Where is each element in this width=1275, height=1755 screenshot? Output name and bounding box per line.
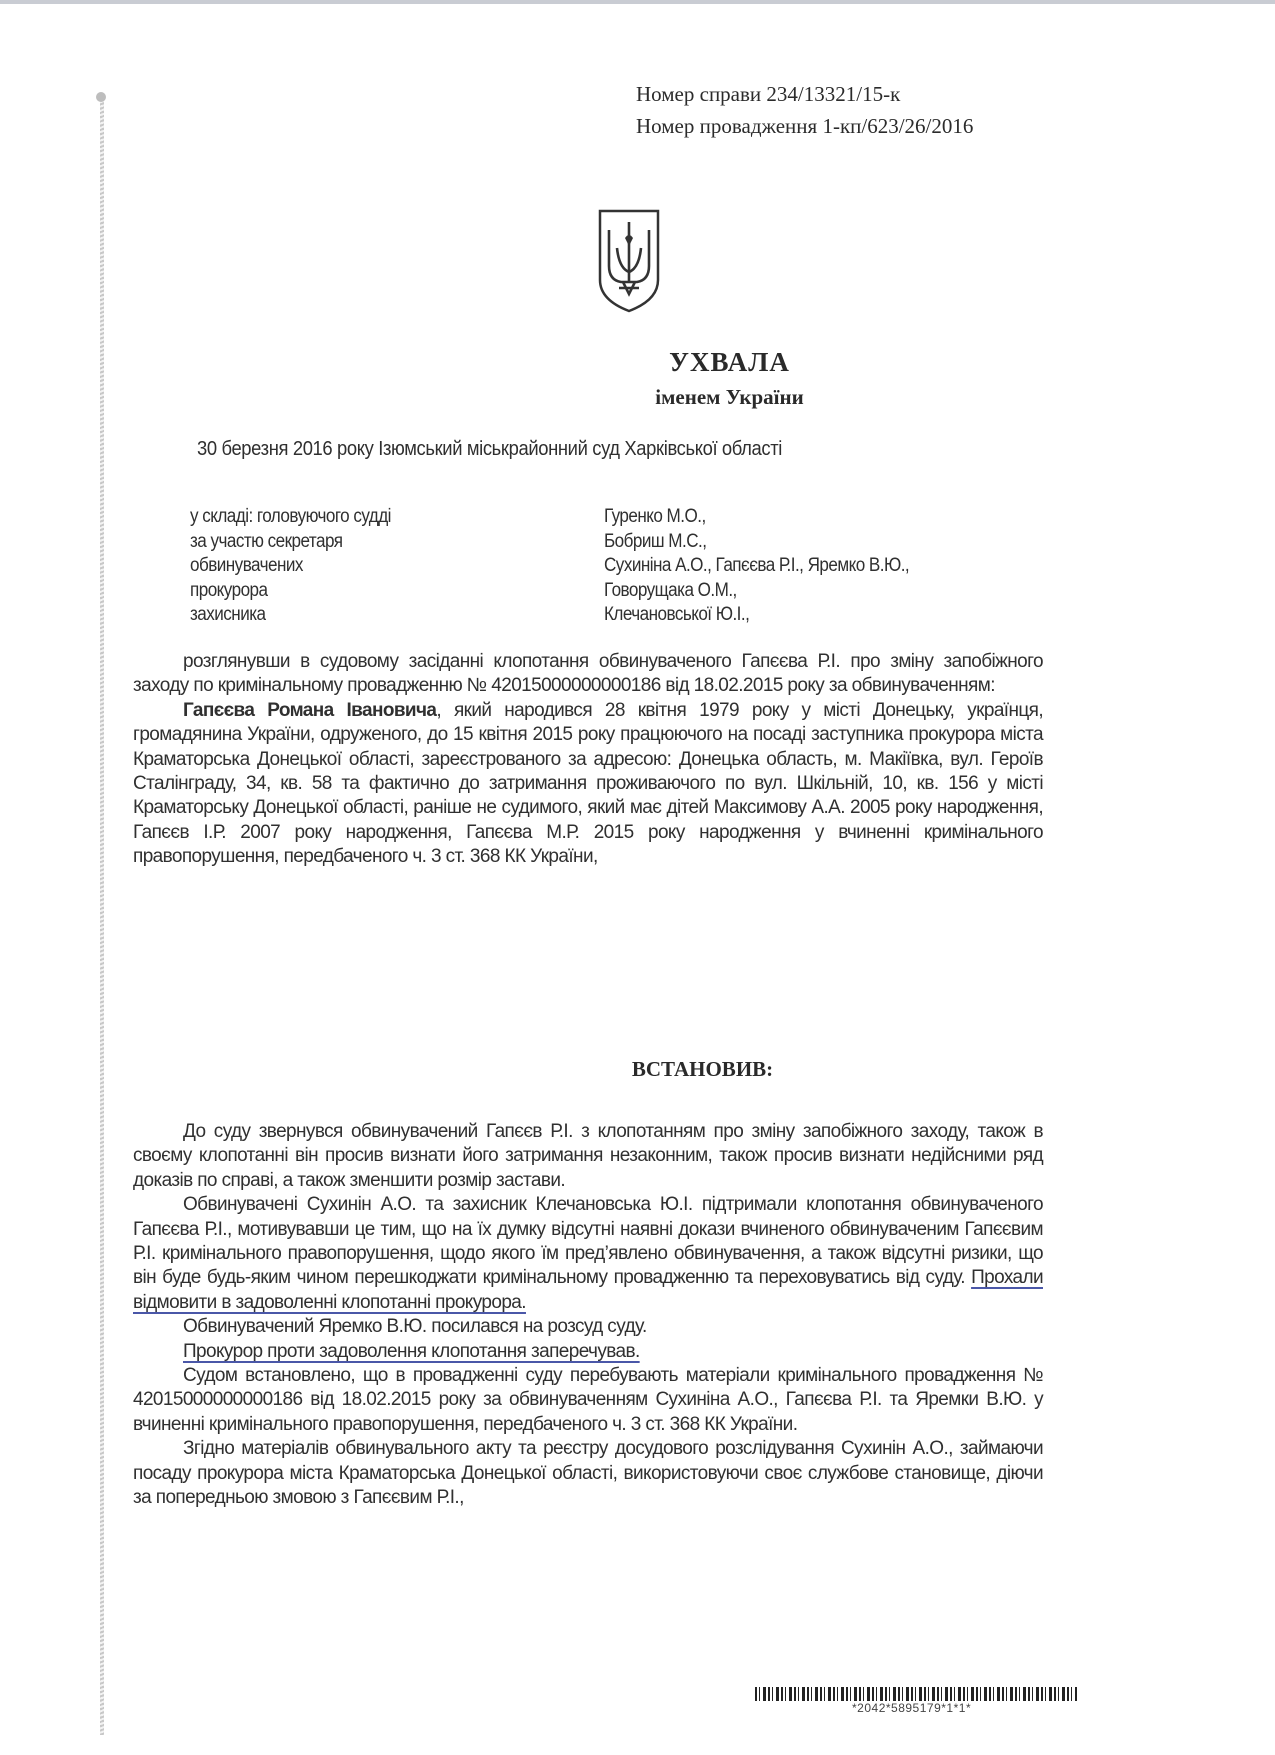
composition-row: обвинувачених Сухиніна А.О., Гапєєва Р.І., Яремко В.Ю., <box>190 555 910 576</box>
considered-paragraph: розглянувши в судовому засіданні клопотання обвинуваченого Гапєєва Р.І. про зміну запобіжного заходу по кримінальному провадженню № 42015000000000186 від 18.02.2015 року за обвинуваченням: <box>133 651 1043 697</box>
composition-row: за участю секретаря Бобриш М.С., <box>190 530 707 552</box>
established-heading: ВСТАНОВИВ: <box>631 1057 774 1081</box>
accused-name: Гапєєва Романа Івановича <box>183 699 437 721</box>
paragraph: Обвинувачені Сухинін А.О. та захисник Клечановська Ю.І. підтримали клопотання обвинуваченого Гапєєва Р.І., мотивувавши це тим, що на їх думку відсутні наявні докази вчиненого обвинуваченим Гапєєвим Р.І. кримінального правопорушення, щодо якого їм пред’явлено обвинувачення, а також відсутні ризики, що він буде будь-яким чином перешкоджати кримінальному провадженню та переховуватись від суду. Прохали відмовити в задоволенні клопотанні прокурора. <box>133 1194 1043 1313</box>
scan-edge-shadow <box>0 0 1275 4</box>
proceeding-number: Номер провадження 1-кп/623/26/2016 <box>636 114 974 138</box>
barcode-text: *2042*5895179*1*1* <box>852 1701 972 1715</box>
accused-paragraph <box>133 699 1043 870</box>
document-subtitle: іменем України <box>655 385 804 409</box>
case-meta <box>636 78 973 142</box>
accused-details: , який народився 28 квітня 1979 року у місті Донецьку, українця, громадянина України, одруженого, до 15 квітня 2015 року працюючого на посаді заступника прокурора міста Краматорська Донецької області, зареєстрованого за адресою: Донецька область, м. Макіївка, вул. Героїв Сталінграду, 34, кв. 58 та фактично до затримання проживаючого по вул. Шкільній, 10, кв. 156 у місті Краматорську Донецької області, раніше не судимого, який має дітей Максимову А.А. 2005 року народження, Гапєєв І.Р. 2007 року народження, Гапєєва М.Р. 2015 року народження у вчиненні кримінального правопорушення, передбаченого ч. 3 ст. 368 КК України, <box>133 699 1044 868</box>
dateline: 30 березня 2016 року Ізюмський міськрайонний суд Харківської області <box>197 438 782 460</box>
paragraph: До суду звернувся обвинувачений Гапєєв Р.І. з клопотанням про зміну запобіжного заходу, також в своєму клопотанні він просив визнати його затримання незаконним, також просив визнати недійсними ряд доказів по справі, а також зменшити розмір застави. <box>133 1121 1043 1191</box>
composition-row: прокурора Говорущака О.М., <box>190 579 737 601</box>
established-section <box>133 1120 1043 1511</box>
court-composition <box>190 505 1070 628</box>
composition-row: захисника Клечановської Ю.І., <box>190 604 750 625</box>
paragraph <box>133 1340 1043 1364</box>
document-title: УХВАЛА <box>669 347 790 377</box>
composition-row: у складі: головуючого судді Гуренко М.О., <box>190 506 706 527</box>
paragraph: Судом встановлено, що в провадженні суду перебувають матеріали кримінального провадження № 42015000000000186 від 18.02.2015 року за обвинуваченням Сухиніна А.О., Гапєєва Р.І. та Яремки В.Ю. у вчиненні кримінального правопорушення, передбаченого ч. 3 ст. 368 КК України. <box>133 1365 1043 1435</box>
intro-section <box>133 650 1043 870</box>
binding-thread <box>100 95 104 1735</box>
pen-underlined-text: Прокурор проти задоволення клопотання заперечував. <box>183 1340 640 1362</box>
case-number: Номер справи 234/13321/15-к <box>636 82 901 106</box>
pen-underlined-text: Прохали відмовити в задоволенні клопотанні прокурора. <box>133 1267 1043 1313</box>
ukraine-trident-emblem-icon <box>597 208 661 314</box>
barcode <box>755 1687 1077 1701</box>
binding-knot <box>96 92 106 102</box>
paragraph: Обвинувачений Яремко В.Ю. посилався на розсуд суду. <box>183 1316 647 1338</box>
paragraph: Згідно матеріалів обвинувального акту та реєстру досудового розслідування Сухинін А.О., займаючи посаду прокурора міста Краматорська Донецької області, використовуючи своє службове становище, діючи за попередньою змовою з Гапєєвим Р.І., <box>133 1438 1043 1509</box>
